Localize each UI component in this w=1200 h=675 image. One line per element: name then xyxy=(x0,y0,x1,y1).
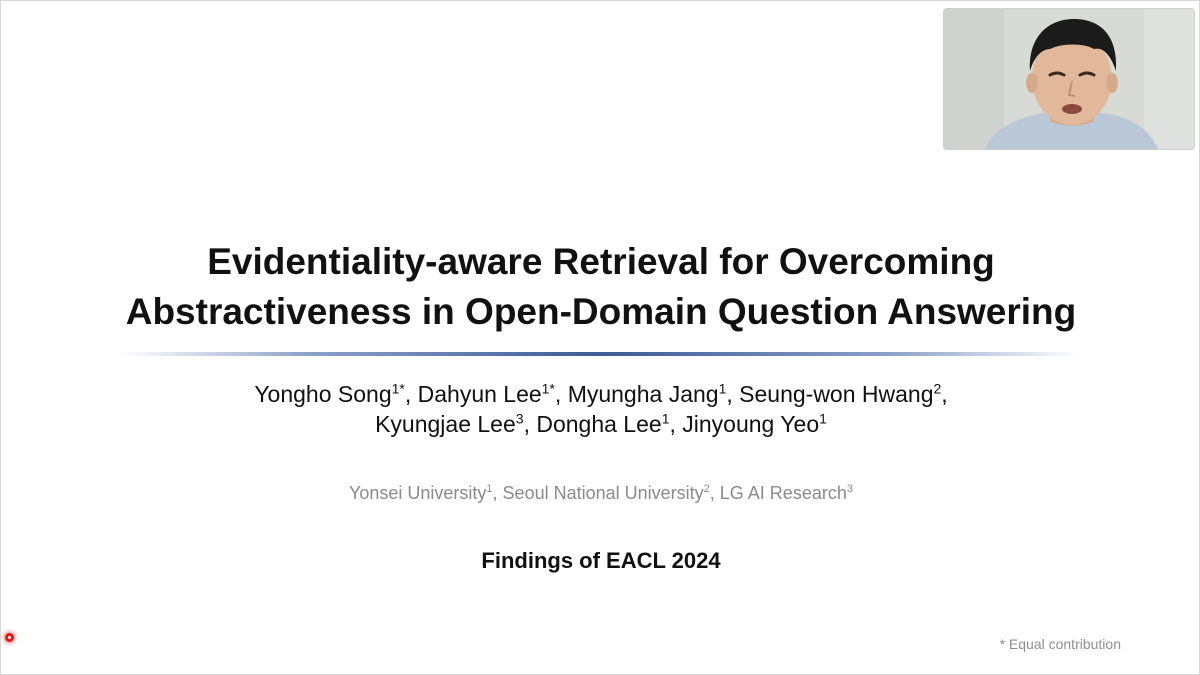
title-divider xyxy=(121,352,1081,356)
affiliation-list xyxy=(101,481,1101,505)
author-line-2 xyxy=(101,409,1101,439)
author-name: Kyungjae Lee xyxy=(375,411,516,437)
affiliation-mark: 3 xyxy=(846,483,853,495)
author-name: Dahyun Lee xyxy=(417,381,542,407)
author-affiliation-mark: 2 xyxy=(933,380,942,397)
author-affiliation-mark: 1* xyxy=(541,380,555,397)
author-separator: , xyxy=(523,411,537,437)
title-line-1: Evidentiality-aware Retrieval for Overcoming xyxy=(207,241,995,282)
author-separator: , xyxy=(726,381,740,407)
slide-title xyxy=(41,237,1161,337)
author-name: Dongha Lee xyxy=(536,411,662,437)
author-list xyxy=(101,379,1101,439)
presenter-video-icon xyxy=(944,9,1195,150)
title-line-2: Abstractiveness in Open-Domain Question Answering xyxy=(125,291,1077,332)
author-separator: , xyxy=(941,381,948,407)
author-name: Seung-won Hwang xyxy=(739,381,934,407)
venue-label: Findings of EACL 2024 xyxy=(481,548,721,573)
author-line-1 xyxy=(101,379,1101,409)
author-affiliation-mark: 1 xyxy=(661,410,670,427)
affiliation-separator: , xyxy=(709,483,720,503)
laser-pointer-cursor xyxy=(5,633,14,642)
affiliation-name: Seoul National University xyxy=(502,483,704,503)
affiliation-mark: 1 xyxy=(486,483,493,495)
author-separator: , xyxy=(554,381,568,407)
author-separator: , xyxy=(669,411,683,437)
affiliation-name: LG AI Research xyxy=(719,483,847,503)
author-affiliation-mark: 1 xyxy=(718,380,727,397)
author-name: Jinyoung Yeo xyxy=(682,411,820,437)
author-affiliation-mark: 1* xyxy=(391,380,405,397)
presenter-webcam-video xyxy=(943,8,1195,150)
author-name: Yongho Song xyxy=(254,381,392,407)
affiliation-mark: 2 xyxy=(703,483,710,495)
equal-contribution-footnote: * Equal contribution xyxy=(999,636,1121,652)
affiliation-separator: , xyxy=(492,483,503,503)
affiliation-name: Yonsei University xyxy=(349,483,487,503)
author-separator: , xyxy=(404,381,418,407)
author-affiliation-mark: 3 xyxy=(515,410,524,427)
author-name: Myungha Jang xyxy=(567,381,719,407)
author-affiliation-mark: 1 xyxy=(819,410,827,427)
